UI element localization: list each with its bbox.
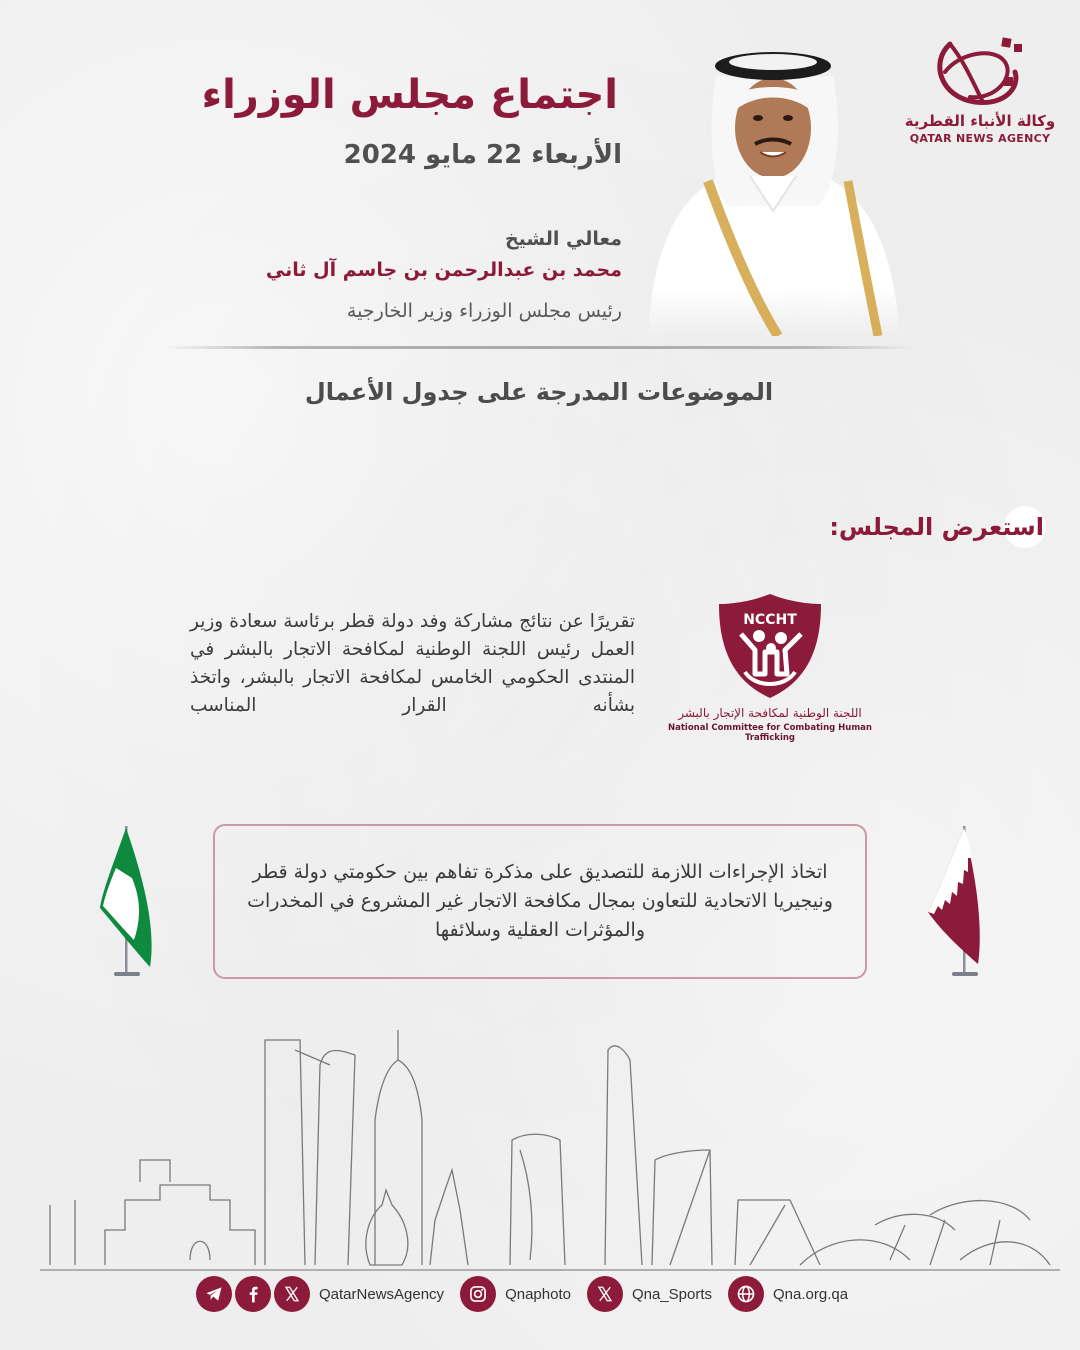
- agenda-item-2-text: اتخاذ الإجراءات اللازمة للتصديق على مذكرة تفاهم بين حكومتي دولة قطر ونيجيريا الاتحادية للتعاون بمجال مكافحة الاتجار غير المشروع في المخدرات والمؤثرات العقلية وسلائفها: [247, 861, 833, 941]
- handle-qna-website[interactable]: Qna.org.qa: [773, 1285, 849, 1303]
- brand-name-ar: وكالة الأنباء القطرية: [904, 112, 1056, 130]
- section-label-text: استعرض المجلس:: [829, 513, 1044, 541]
- nigeria-flag-icon: [92, 822, 162, 982]
- header-divider: [165, 346, 915, 349]
- telegram-icon[interactable]: [196, 1276, 232, 1312]
- svg-text:NCCHT: NCCHT: [743, 612, 797, 628]
- agenda-heading: الموضوعات المدرجة على جدول الأعمال: [304, 378, 774, 406]
- nccht-name-en: National Committee for Combating Human Trafficking: [668, 723, 872, 743]
- handle-qnaphoto[interactable]: Qnaphoto: [505, 1285, 571, 1303]
- qatar-flag-icon: [920, 822, 990, 982]
- section-label: [829, 508, 1044, 546]
- agenda-item-2-box: [213, 824, 867, 979]
- instagram-icon[interactable]: [460, 1276, 496, 1312]
- agenda-item-1-text: تقريرًا عن نتائج مشاركة وفد دولة قطر برئاسة سعادة وزير العمل رئيس اللجنة الوطنية لمكافحة الاتجار بالبشر في المنتدى الحكومي الخامس لمكافحة الاتجار بالبشر، واتخذ بشأنه القرار المناسب: [190, 611, 635, 716]
- person-name: محمد بن عبدالرحمن بن جاسم آل ثاني: [265, 259, 622, 281]
- person-honorific: معالي الشيخ: [504, 228, 622, 250]
- footer-social-bar: [196, 1276, 864, 1312]
- globe-icon[interactable]: [728, 1276, 764, 1312]
- portrait-photo: [638, 36, 908, 336]
- brand-name-en: QATAR NEWS AGENCY: [909, 132, 1051, 145]
- x-icon[interactable]: [274, 1276, 310, 1312]
- handle-qna-sports[interactable]: Qna_Sports: [631, 1285, 712, 1303]
- qna-emblem-icon: [920, 32, 1040, 110]
- qna-logo: [900, 32, 1060, 145]
- person-role: رئيس مجلس الوزراء وزير الخارجية: [346, 300, 622, 322]
- nccht-logo: [655, 592, 885, 743]
- nccht-name-ar: اللجنة الوطنية لمكافحة الإتجار بالبشر: [678, 706, 862, 720]
- x-icon[interactable]: [587, 1276, 623, 1312]
- handle-qatarnewsagency[interactable]: QatarNewsAgency: [319, 1285, 445, 1303]
- meeting-date: الأربعاء 22 مايو 2024: [343, 140, 622, 170]
- nccht-shield-icon: [715, 592, 825, 700]
- facebook-icon[interactable]: [235, 1276, 271, 1312]
- doha-skyline-illustration: [30, 1020, 1070, 1275]
- page-title: اجتماع مجلس الوزراء: [201, 72, 618, 118]
